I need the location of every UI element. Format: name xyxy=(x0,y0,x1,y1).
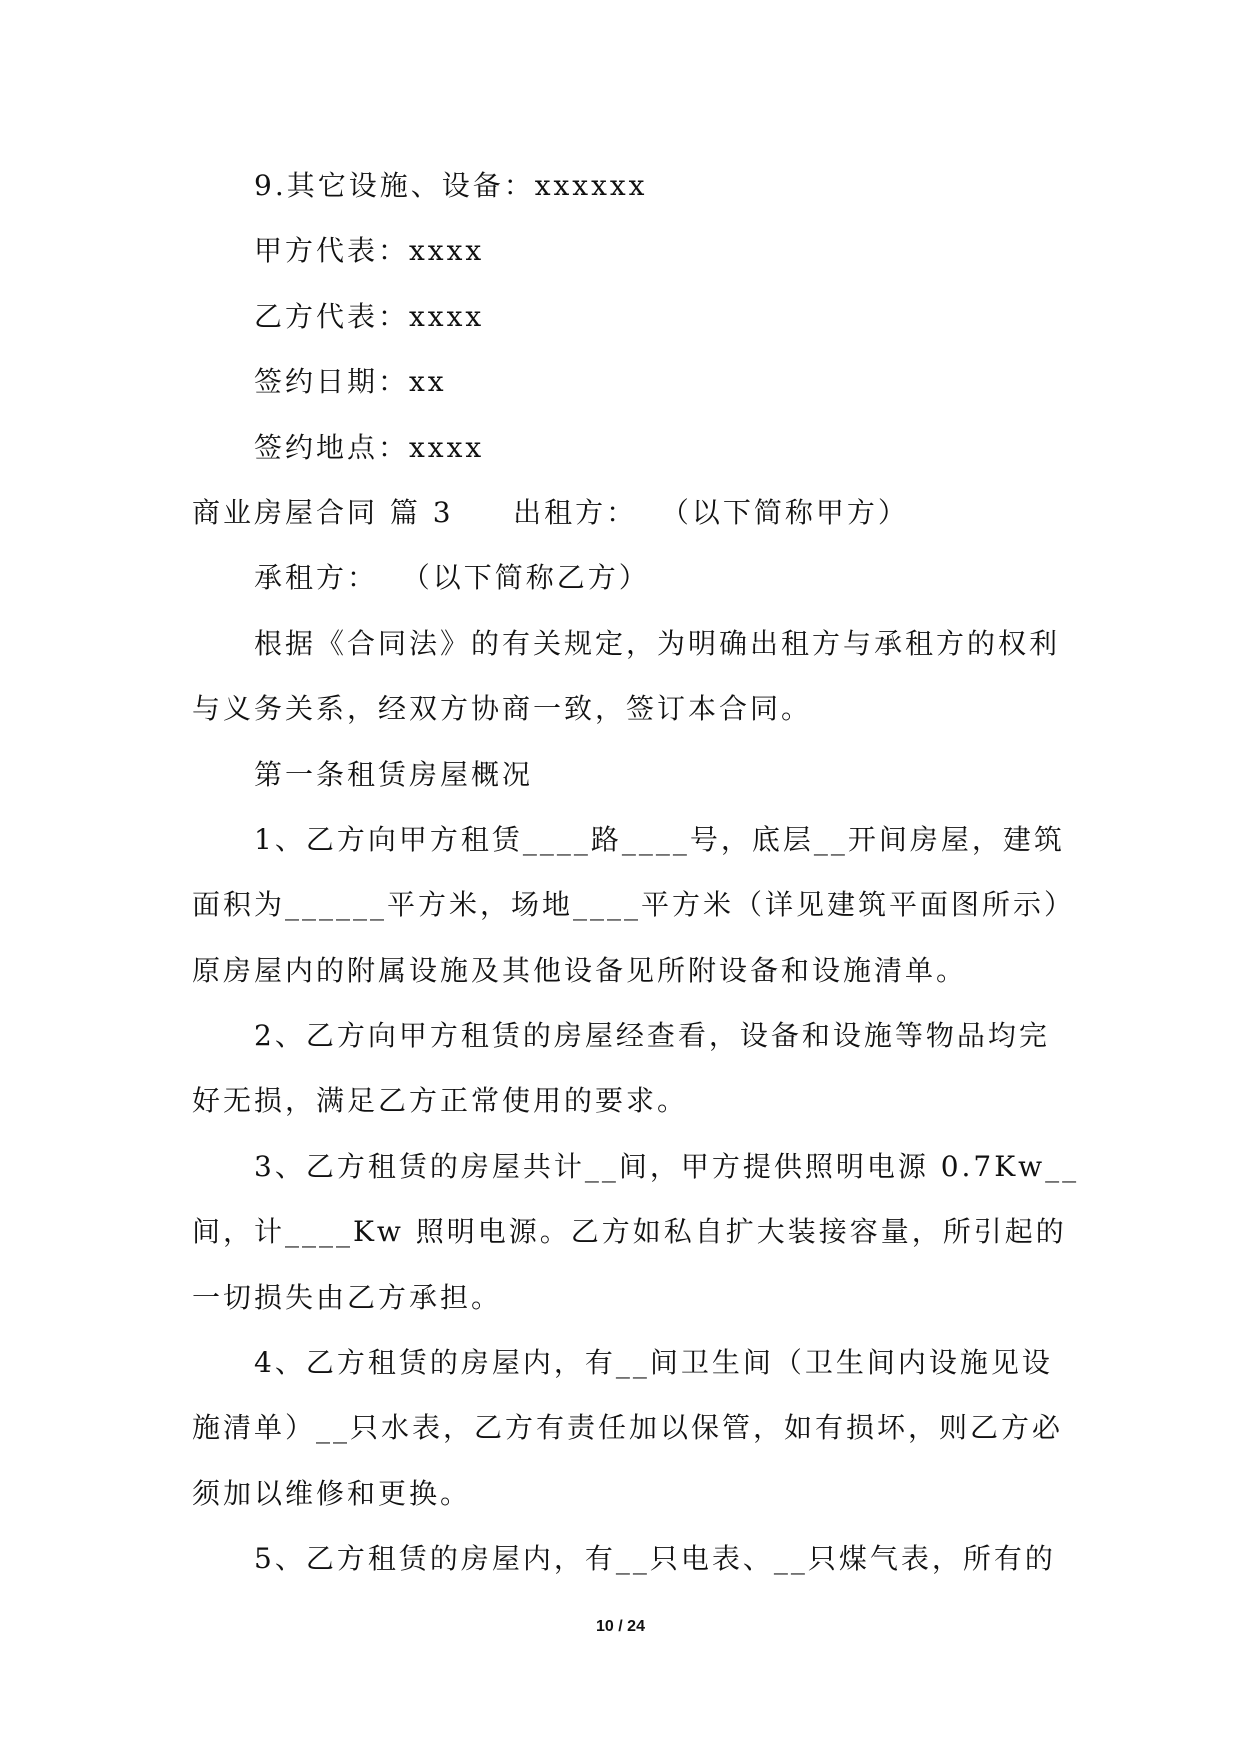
preamble-line: 与义务关系，经双方协商一致，签订本合同。 xyxy=(192,692,813,726)
clause-4-line: 4、乙方租赁的房屋内，有__间卫生间（卫生间内设施见设 xyxy=(254,1346,1053,1380)
article-1-heading: 第一条租赁房屋概况 xyxy=(254,757,534,791)
clause-4-line: 施清单）__只水表，乙方有责任加以保管，如有损坏，则乙方必 xyxy=(192,1411,1064,1445)
clause-4-line: 须加以维修和更换。 xyxy=(192,1476,472,1510)
clause-3-line: 间，计____Kw 照明电源。乙方如私自扩大装接容量，所引起的 xyxy=(192,1215,1067,1249)
clause-2-line: 2、乙方向甲方租赁的房屋经查看，设备和设施等物品均完 xyxy=(254,1019,1050,1053)
contract-heading-line: 商业房屋合同 篇 3 出租方： （以下简称甲方） xyxy=(192,495,909,529)
lessee-line: 承租方： （以下简称乙方） xyxy=(254,561,650,595)
signing-place-line: 签约地点：xxxx xyxy=(254,430,485,464)
party-a-representative-line: 甲方代表：xxxx xyxy=(254,234,485,268)
preamble-line: 根据《合同法》的有关规定，为明确出租方与承租方的权利 xyxy=(254,626,1061,660)
clause-1-line: 1、乙方向甲方租赁____路____号，底层__开间房屋，建筑 xyxy=(254,822,1065,856)
clause-5-line: 5、乙方租赁的房屋内，有__只电表、__只煤气表，所有的 xyxy=(254,1542,1056,1576)
document-body xyxy=(192,153,1192,1592)
clause-1-line: 面积为______平方米，场地____平方米（详见建筑平面图所示） xyxy=(192,888,1076,922)
clause-3-line: 3、乙方租赁的房屋共计__间，甲方提供照明电源 0.7Kw__ xyxy=(254,1149,1080,1183)
other-facilities-line: 9.其它设施、设备：xxxxxx xyxy=(254,169,648,202)
signing-date-line: 签约日期：xx xyxy=(254,365,447,399)
clause-1-line: 原房屋内的附属设施及其他设备见所附设备和设施清单。 xyxy=(192,953,968,987)
clause-3-line: 一切损失由乙方承担。 xyxy=(192,1280,503,1314)
party-b-representative-line: 乙方代表：xxxx xyxy=(254,299,485,333)
page-number: 10 / 24 xyxy=(596,1618,645,1635)
clause-2-line: 好无损，满足乙方正常使用的要求。 xyxy=(192,1084,689,1118)
